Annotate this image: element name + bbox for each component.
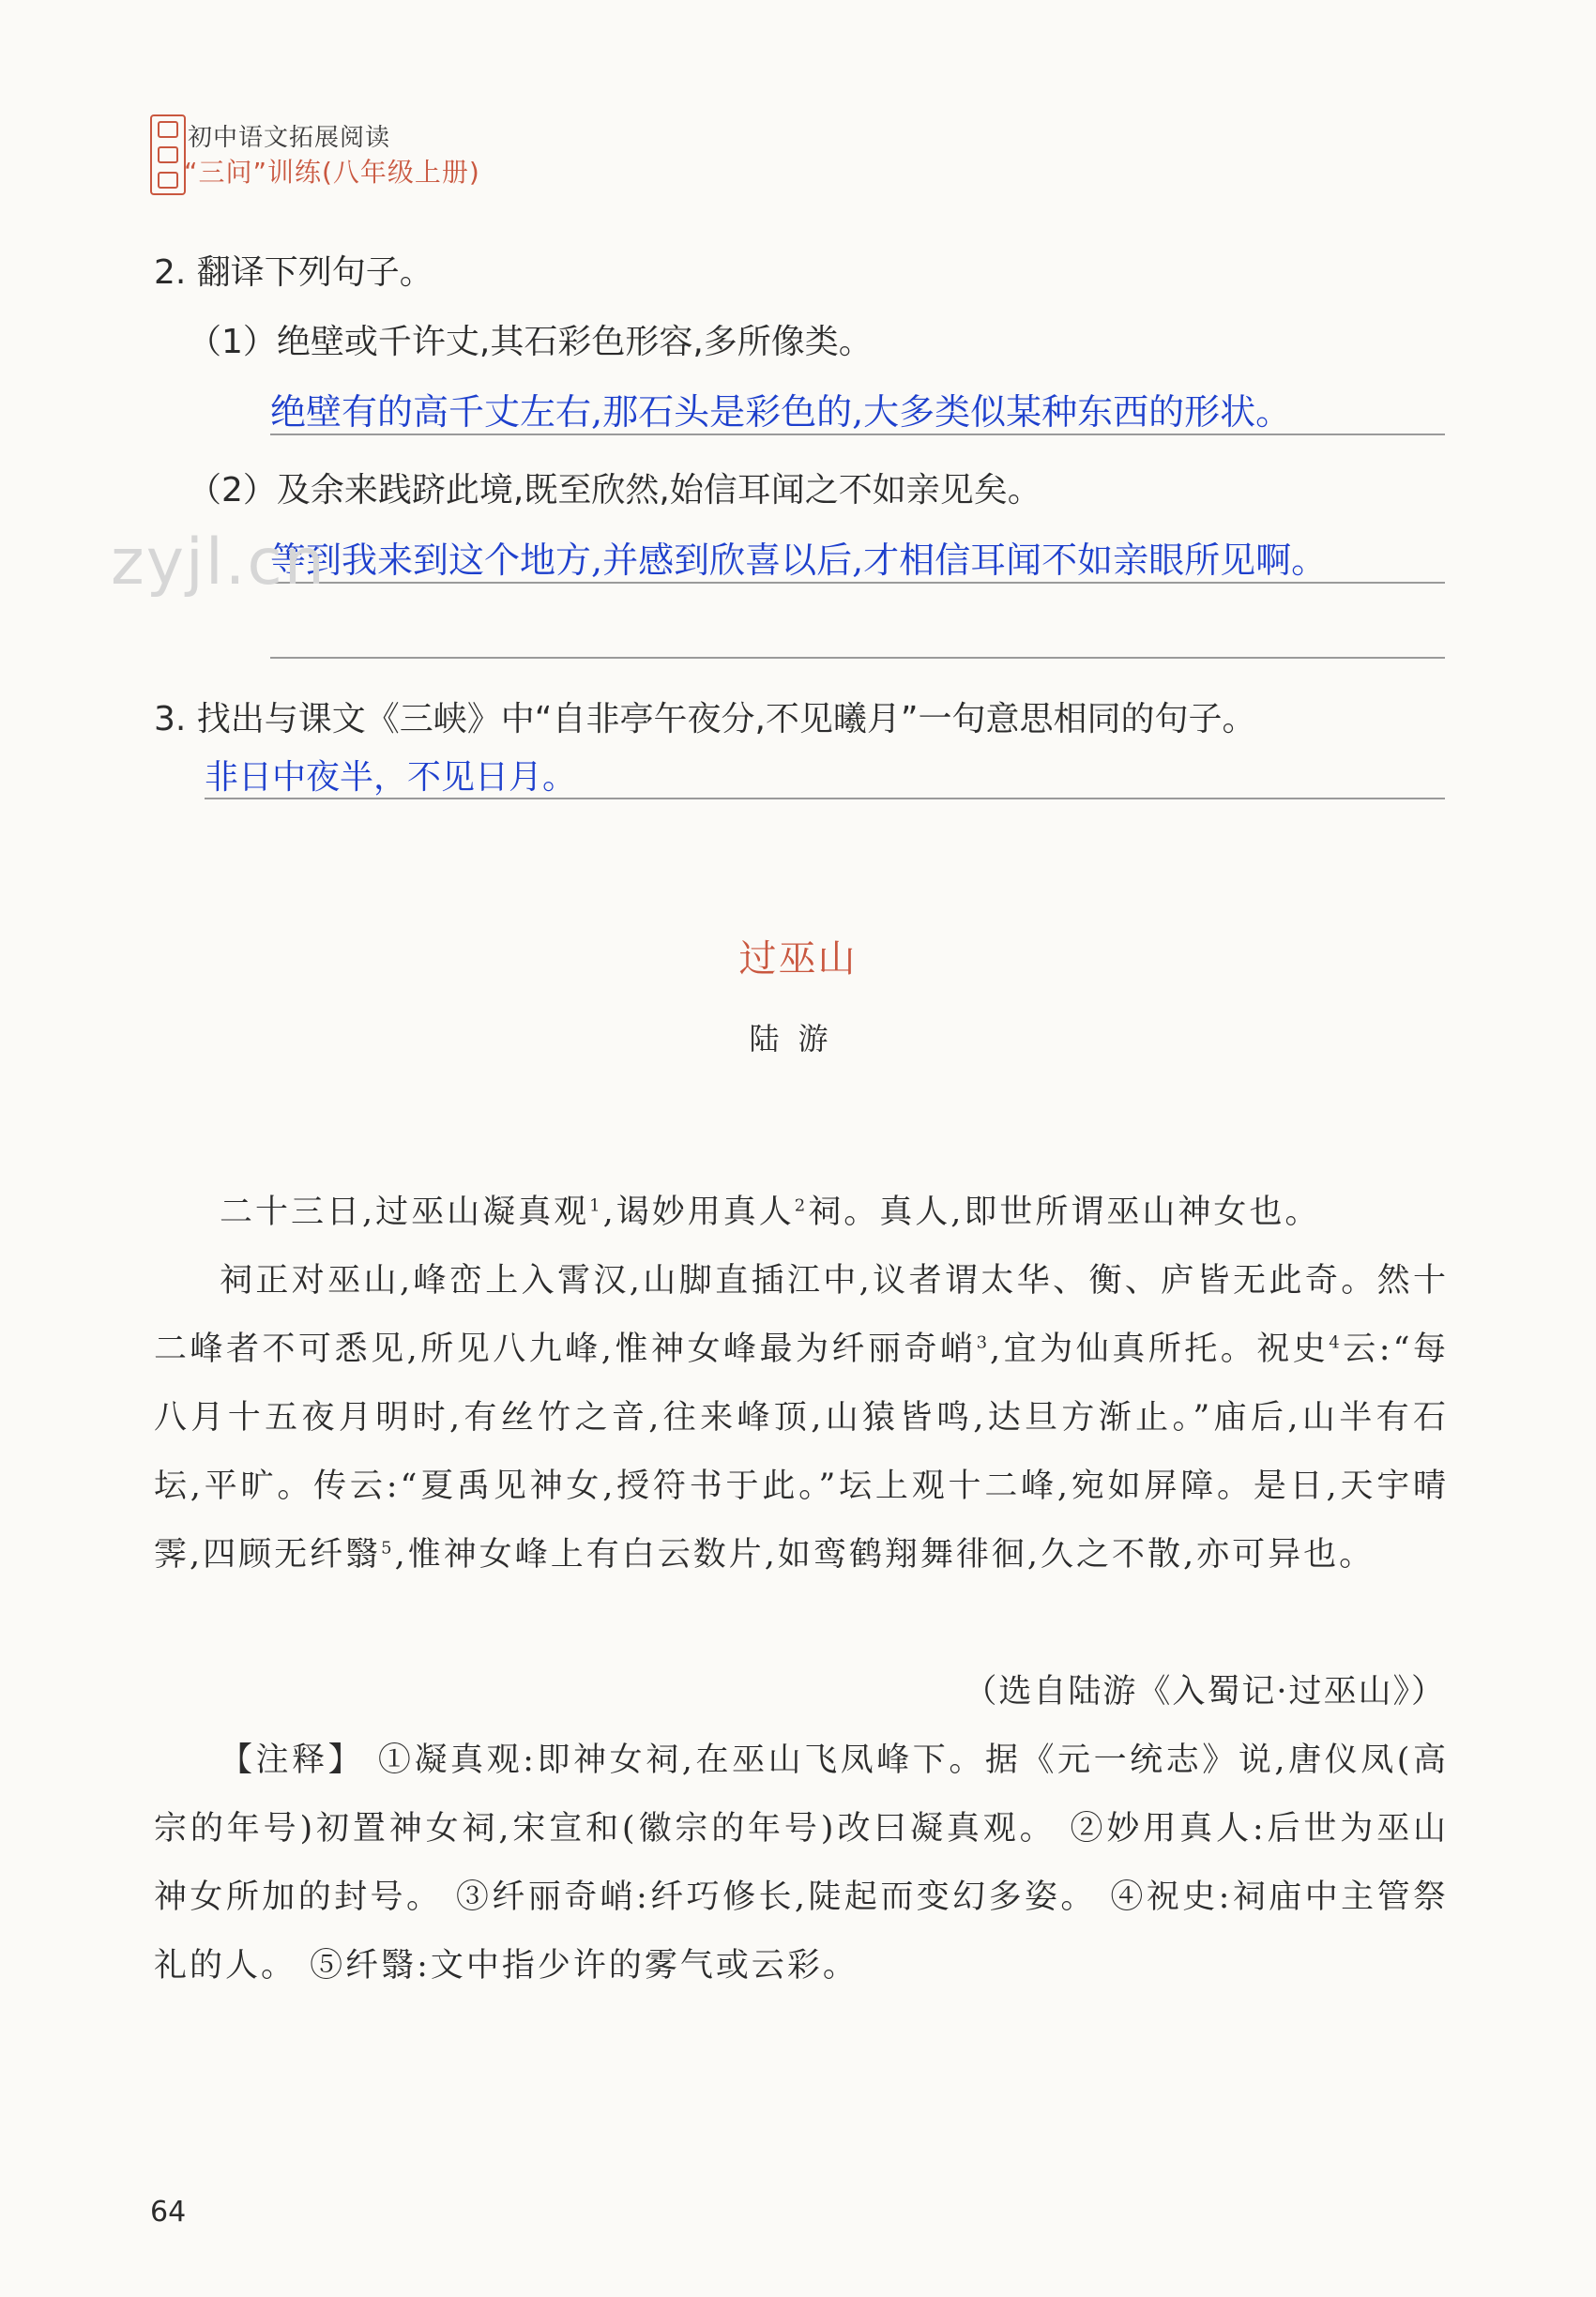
answer-line: [270, 657, 1445, 659]
book-subtitle: “三问”训练(八年级上册): [184, 157, 480, 188]
article-paragraph-1: 二十三日,过巫山凝真观$^1$,谒妙用真人$^2$祠。真人,即世所谓巫山神女也。: [220, 1194, 1321, 1231]
answer-line: [270, 434, 1445, 435]
series-seal-logo: [150, 114, 186, 195]
article-source: （选自陆游《入蜀记·过巫山》）: [964, 1673, 1446, 1711]
question-2-title: 2. 翻译下列句子。: [154, 253, 433, 292]
notes-text: 【注释】 ①凝真观:即神女祠,在巫山飞凤峰下。据《元一统志》说,唐仪凤(高宗的年号)初置神女祠,宋宣和(徽宗的年号)改曰凝真观。 ②妙用真人:后世为巫山神女所加的封号。 ③纤丽奇峭:纤巧修长,陡起而变幻多姿。 ④祝史:祠庙中主管祭礼的人。 ⑤纤翳:文中指少许的雾气或云彩。: [154, 1742, 1449, 1985]
answer-line: [270, 582, 1445, 584]
article-title: 过巫山: [738, 937, 858, 981]
article-author: 陆游: [749, 1021, 847, 1057]
article-body: [154, 1179, 1449, 1590]
question-2-2-prompt: （2）及余来践跻此境,既至欣然,始信耳闻之不如亲见矣。: [188, 471, 1041, 510]
question-3-title: 3. 找出与课文《三峡》中“自非亭午夜分,不见曦月”一句意思相同的句子。: [154, 700, 1256, 738]
article-paragraph-2: 祠正对巫山,峰峦上入霄汉,山脚直插江中,议者谓太华、衡、庐皆无此奇。然十二峰者不可悉见,所见八九峰,惟神女峰最为纤丽奇峭$^3$,宜为仙真所托。祝史$^4$云:“每八月十五夜月明时,有丝竹之音,往来峰顶,山猿皆鸣,达旦方渐止。”庙后,山半有石坛,平旷。传云:“夏禹见神女,授符书于此。”坛上观十二峰,宛如屏障。是日,天宇晴霁,四顾无纤翳$^5$,惟神女峰上有白云数片,如鸾鹤翔舞徘徊,久之不散,亦可异也。: [154, 1262, 1449, 1574]
book-series-title: 初中语文拓展阅读: [188, 124, 391, 152]
question-2-2-answer: 等到我来到这个地方,并感到欣喜以后,才相信耳闻不如亲眼所见啊。: [270, 540, 1328, 581]
page-number: 64: [150, 2196, 187, 2229]
watermark: zyjl.cn: [111, 525, 327, 600]
article-notes: [154, 1727, 1449, 2000]
question-2-1-prompt: （1）绝壁或千许丈,其石彩色形容,多所像类。: [188, 323, 873, 361]
answer-line: [205, 798, 1445, 799]
question-3-answer: 非日中夜半，不见日月。: [205, 758, 577, 797]
question-2-1-answer: 绝壁有的高千丈左右,那石头是彩色的,大多类似某种东西的形状。: [270, 391, 1292, 433]
